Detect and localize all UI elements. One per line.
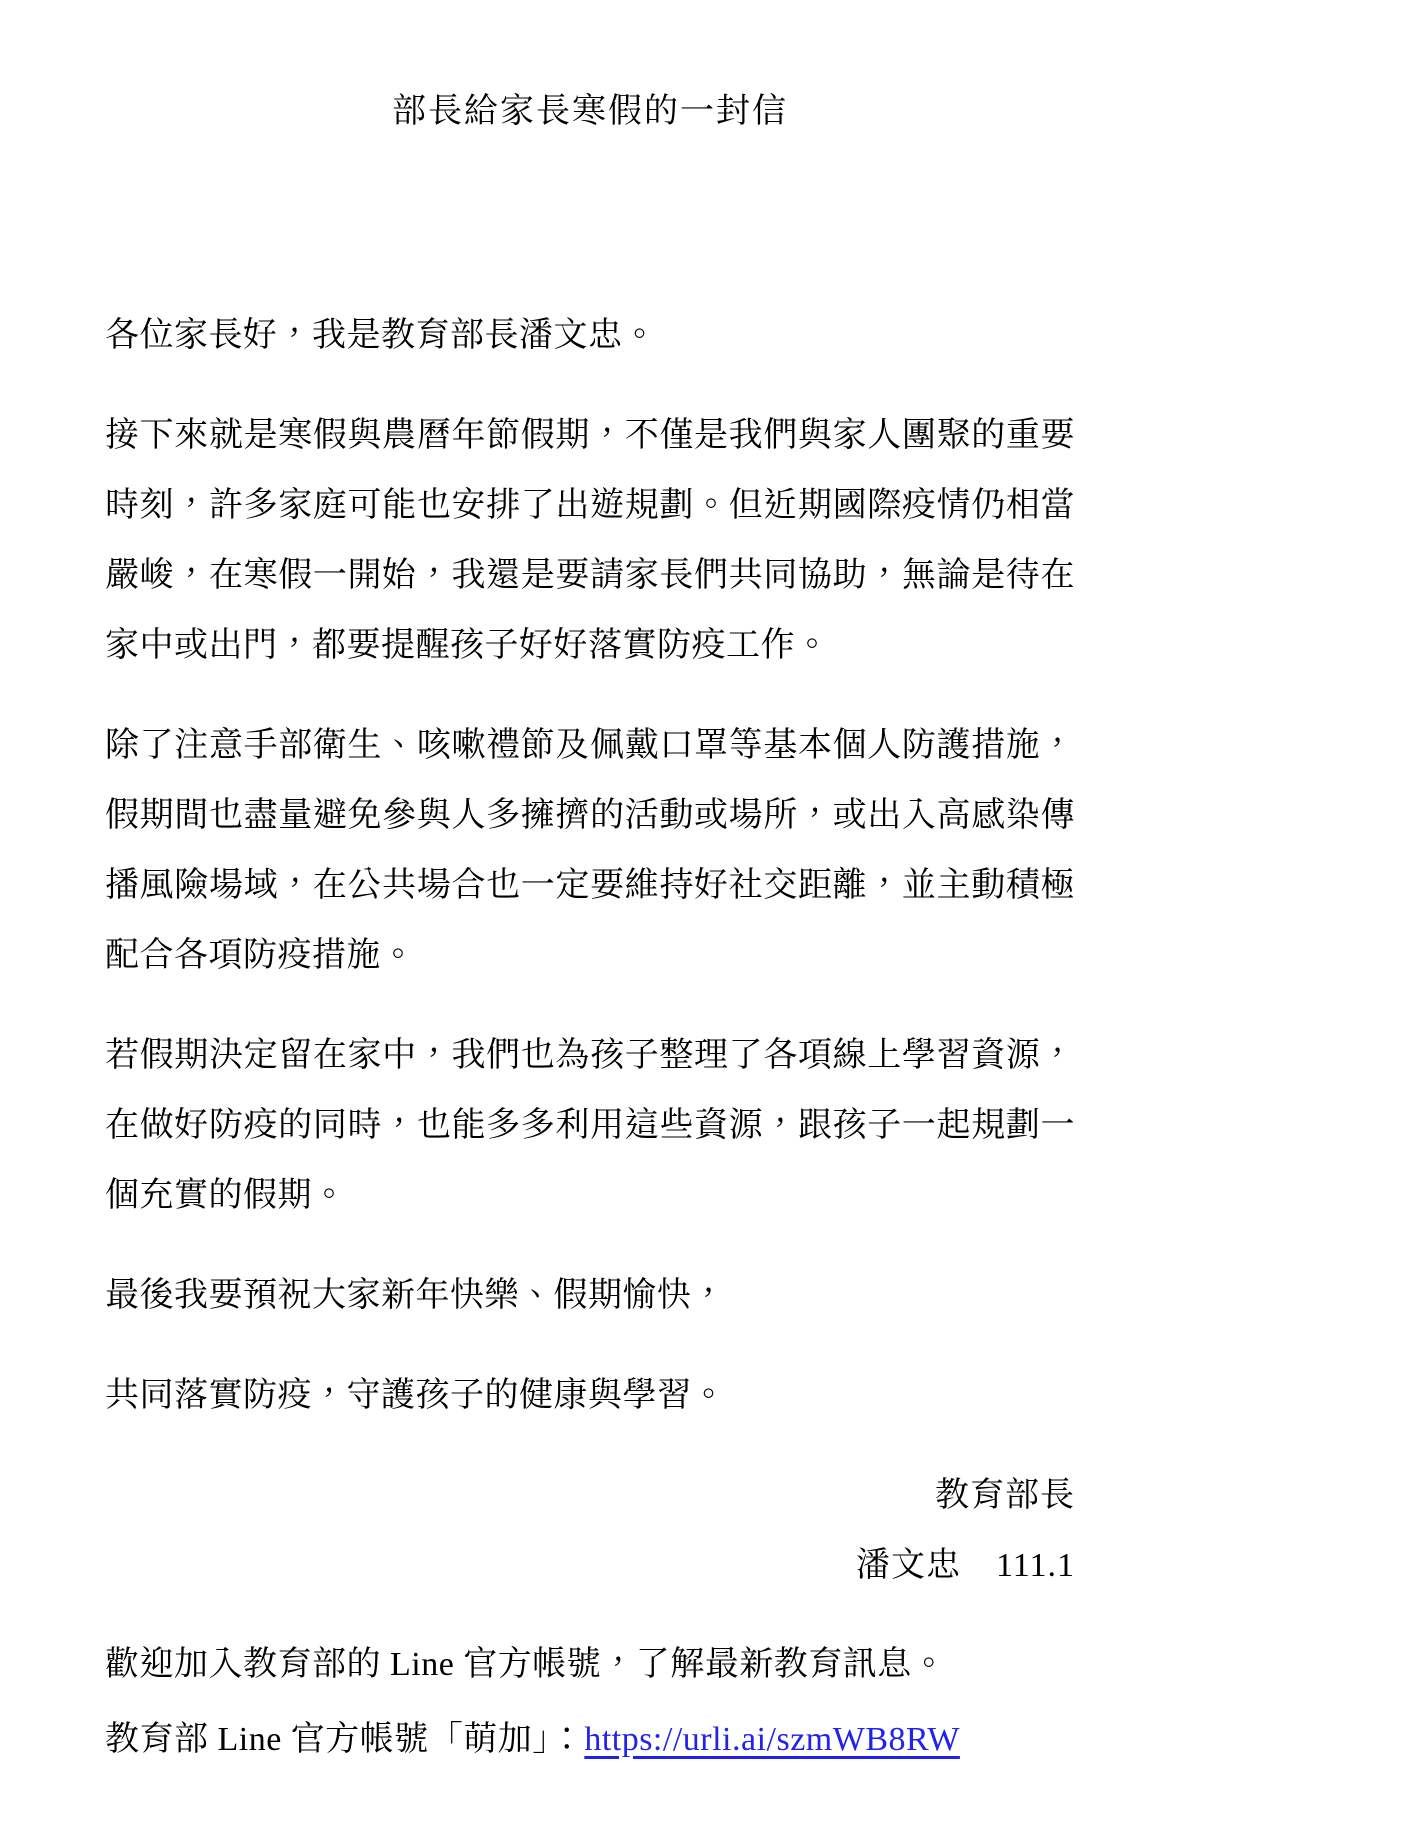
paragraph-closing: 共同落實防疫，守護孩子的健康與學習。 — [105, 1377, 726, 1414]
paragraph-new-year-wishes: 最後我要預祝大家新年快樂、假期愉快， — [105, 1277, 726, 1314]
line-account-link[interactable]: https://urli.ai/szmWB8RW — [584, 1721, 960, 1758]
line-account-row — [105, 1702, 1075, 1777]
line-invite-text: 歡迎加入教育部的 Line 官方帳號，了解最新教育訊息。 — [105, 1646, 947, 1683]
signature-title: 教育部長 — [935, 1477, 1075, 1514]
signature-name-date: 潘文忠 111.1 — [856, 1547, 1075, 1584]
paragraph-holiday-epidemic-reminder: 接下來就是寒假與農曆年節假期，不僅是我們與家人團聚的重要時刻，許多家庭可能也安排了出遊規劃。但近期國際疫情仍相當嚴峻，在寒假一開始，我還是要請家長們共同協助，無論是待在家中或出門，都要提醒孩子好好落實防疫工作。 — [105, 417, 1075, 664]
page-title: 部長給家長寒假的一封信 — [392, 93, 788, 130]
line-account-label: 教育部 Line 官方帳號「萌加」： — [105, 1721, 585, 1758]
paragraph-online-learning-resources: 若假期決定留在家中，我們也為孩子整理了各項線上學習資源，在做好防疫的同時，也能多多利用這些資源，跟孩子一起規劃一個充實的假期。 — [105, 1037, 1075, 1214]
signature-block — [105, 1461, 1075, 1601]
paragraph-prevention-measures: 除了注意手部衛生、咳嗽禮節及佩戴口罩等基本個人防護措施，假期間也盡量避免參與人多擁擠的活動或場所，或出入高感染傳播風險場域，在公共場合也一定要維持好社交距離，並主動積極配合各項防疫措施。 — [105, 727, 1075, 974]
footer-block — [105, 1627, 1075, 1777]
paragraph-greeting: 各位家長好，我是教育部長潘文忠。 — [105, 317, 657, 354]
